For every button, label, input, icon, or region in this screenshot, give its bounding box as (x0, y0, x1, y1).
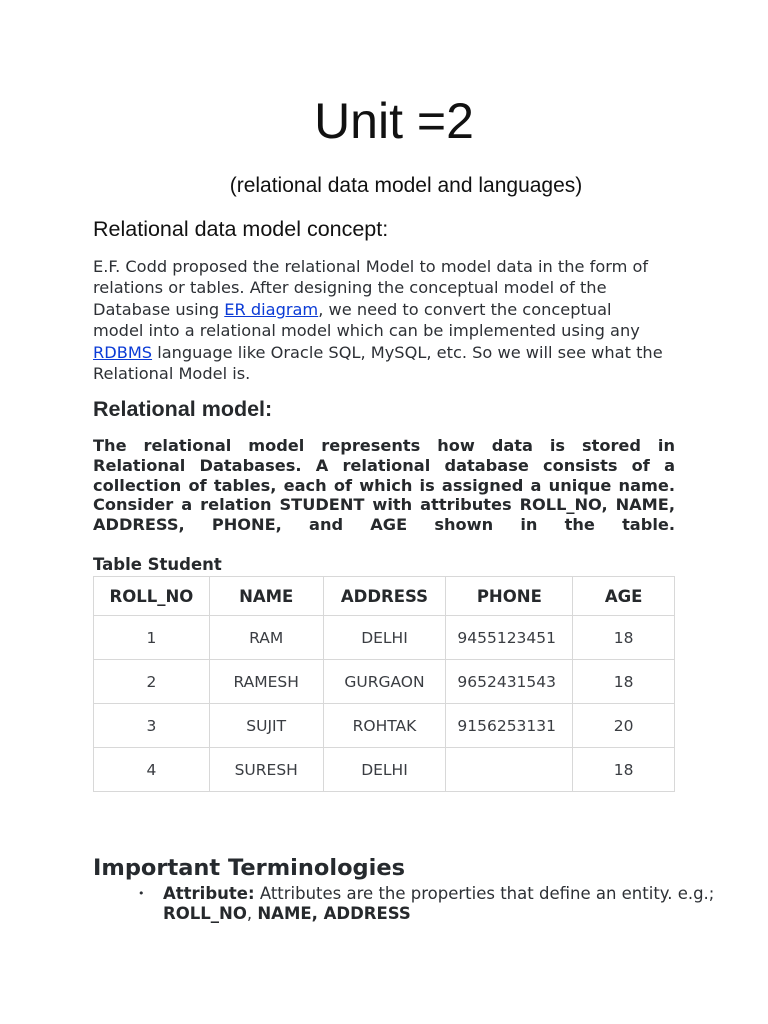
bullet-icon: • (138, 887, 145, 900)
term-example: ROLL_NO (163, 903, 247, 923)
term-example: NAME, ADDRESS (257, 903, 411, 923)
table-row (94, 660, 675, 704)
rdbms-link[interactable]: RDBMS (93, 342, 153, 362)
cell-phone: 9652431543 (446, 660, 573, 704)
column-header-phone: PHONE (446, 577, 573, 616)
cell-name: SURESH (209, 748, 323, 792)
er-diagram-link[interactable]: ER diagram (224, 299, 319, 319)
table-row (94, 748, 675, 792)
student-table (93, 576, 675, 792)
section-heading-relational-data-model-concept: Relational data model concept: (93, 217, 389, 241)
section-paragraph-concept (93, 256, 663, 384)
column-header-age: AGE (573, 577, 675, 616)
table-row (94, 616, 675, 660)
column-header-address: ADDRESS (323, 577, 446, 616)
cell-name: RAMESH (209, 660, 323, 704)
paragraph-text: language like Oracle SQL, MySQL, etc. So we will see what the Relational Model is. (93, 342, 663, 384)
cell-address: DELHI (323, 748, 446, 792)
cell-roll-no: 3 (94, 704, 210, 748)
section-heading-relational-model: Relational model: (93, 397, 273, 421)
paragraph-text: E.F. Codd proposed the relational Model to model data in the form of relations or tables. After designing the conceptual model of the Database using (93, 257, 649, 319)
section-paragraph-relational-model: The relational model represents how data is stored in Relational Databases. A relational database consists of a collection of tables, each of which is assigned a unique name. Consider a relation STUDENT with attributes ROLL_NO, NAME, ADDRESS, PHONE, and AGE shown in the table. (93, 436, 675, 535)
cell-age: 18 (573, 660, 675, 704)
term-label: Attribute: (163, 884, 255, 903)
page-subtitle: (relational data model and languages) (229, 174, 583, 197)
table-caption: Table Student (93, 555, 222, 574)
cell-phone (446, 748, 573, 792)
cell-roll-no: 4 (94, 748, 210, 792)
cell-phone: 9455123451 (446, 616, 573, 660)
cell-phone: 9156253131 (446, 704, 573, 748)
page-title: Unit =2 (314, 93, 474, 149)
cell-name: RAM (209, 616, 323, 660)
table-header-row (94, 577, 675, 616)
column-header-roll-no: ROLL_NO (94, 577, 210, 616)
section-heading-important-terminologies: Important Terminologies (93, 855, 406, 881)
cell-address: DELHI (323, 616, 446, 660)
column-header-name: NAME (209, 577, 323, 616)
cell-address: GURGAON (323, 660, 446, 704)
terminology-list (110, 884, 728, 923)
cell-address: ROHTAK (323, 704, 446, 748)
paragraph-text: , we need to convert the conceptual model into a relational model which can be implemented using any (93, 299, 640, 341)
cell-age: 20 (573, 704, 675, 748)
cell-name: SUJIT (209, 704, 323, 748)
term-text: Attributes are the properties that define an entity. e.g.; (254, 884, 715, 903)
list-item (138, 884, 728, 923)
term-separator: , (246, 903, 258, 923)
cell-age: 18 (573, 616, 675, 660)
cell-roll-no: 2 (94, 660, 210, 704)
cell-roll-no: 1 (94, 616, 210, 660)
cell-age: 18 (573, 748, 675, 792)
table-row (94, 704, 675, 748)
